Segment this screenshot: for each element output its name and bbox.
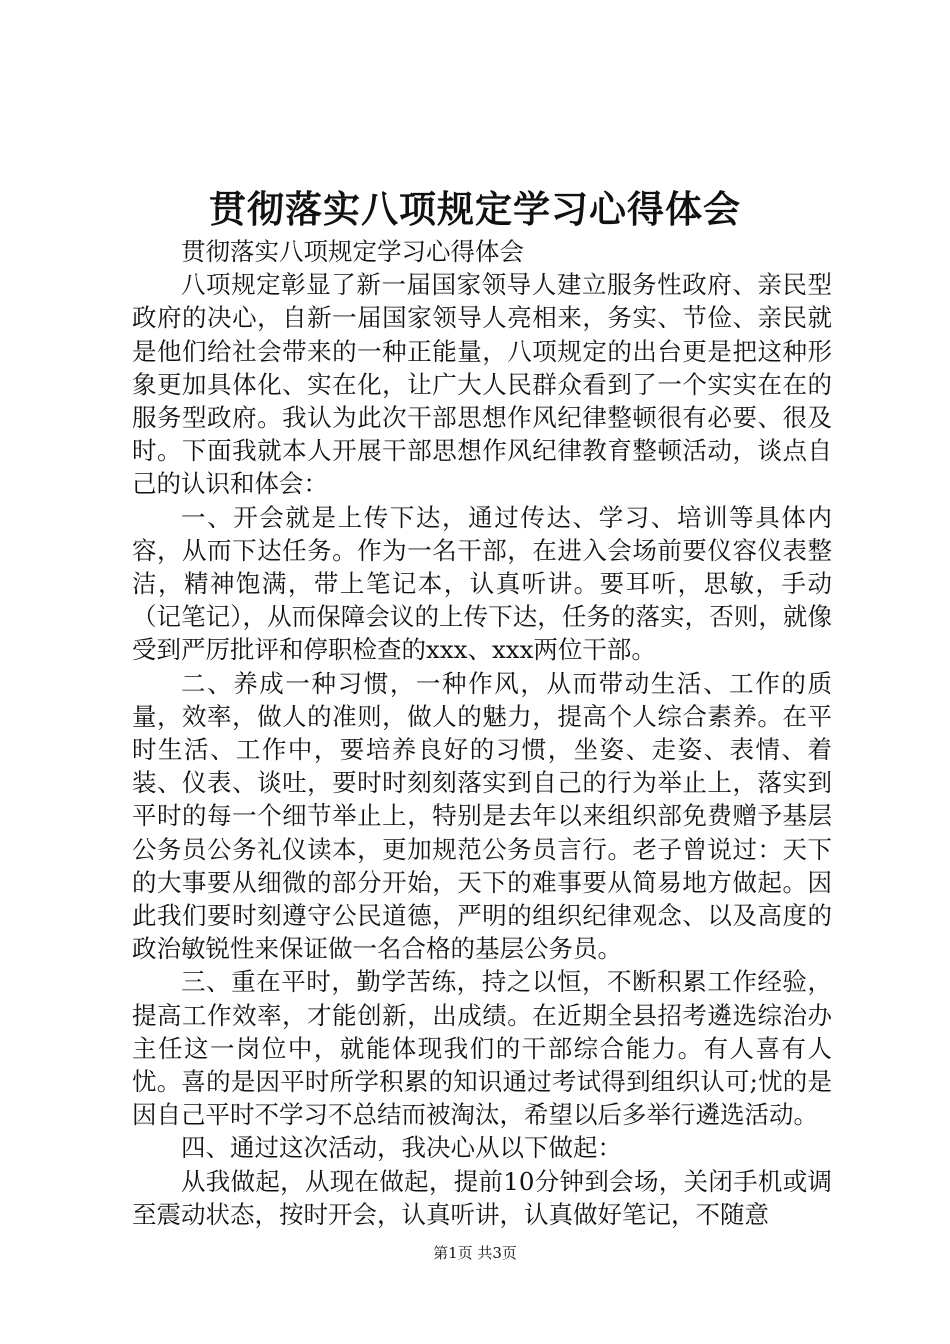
page-number-footer: 第1页 共3页 <box>433 1244 517 1262</box>
document-title: 贯彻落实八项规定学习心得体会 <box>209 187 741 231</box>
paragraph-point-2: 二、养成一种习惯，一种作风，从而带动生活、工作的质量，效率，做人的准则，做人的魅力，提高个人综合素养。在平时生活、工作中，要培养良好的习惯，坐姿、走姿、表情、着装、仪表、谈吐，要时时刻刻落实到自己的行为举止上，落实到平时的每一个细节举止上，特别是去年以来组织部免费赠予基层公务员公务礼仪读本，更加规范公务员言行。老子曾说过：天下的大事要从细微的部分开始，天下的难事要从简易地方做起。因此我们要时刻遵守公民道德，严明的组织纪律观念、以及高度的政治敏锐性来保证做一名合格的基层公务员。 <box>132 668 832 964</box>
paragraph-resolution: 从我做起，从现在做起，提前10分钟到会场，关闭手机或调至震动状态，按时开会，认真听讲，认真做好笔记，不随意 <box>132 1166 832 1229</box>
paragraph-subtitle: 贯彻落实八项规定学习心得体会 <box>181 237 524 266</box>
paragraph-intro: 八项规定彰显了新一届国家领导人建立服务性政府、亲民型政府的决心，自新一届国家领导人亮相来，务实、节俭、亲民就是他们给社会带来的一种正能量，八项规定的出台更是把这种形象更加具体化、实在化，让广大人民群众看到了一个实实在在的服务型政府。我认为此次干部思想作风纪律整顿很有必要、很及时。下面我就本人开展干部思想作风纪律教育整顿活动，谈点自己的认识和体会： <box>132 270 832 499</box>
paragraph-point-4: 四、通过这次活动，我决心从以下做起： <box>181 1133 622 1163</box>
paragraph-point-1: 一、开会就是上传下达，通过传达、学习、培训等具体内容，从而下达任务。作为一名干部，在进入会场前要仪容仪表整洁，精神饱满，带上笔记本，认真听讲。要耳听，思敏，手动（记笔记），从而保障会议的上传下达，任务的落实，否则，就像受到严厉批评和停职检查的xxx、xxx两位干部。 <box>132 502 832 665</box>
document-body <box>132 235 832 1231</box>
paragraph-point-3: 三、重在平时，勤学苦练，持之以恒，不断积累工作经验，提高工作效率，才能创新，出成绩。在近期全县招考遴选综治办主任这一岗位中，就能体现我们的干部综合能力。有人喜有人忧。喜的是因平时所学积累的知识通过考试得到组织认可;忧的是因自己平时不学习不总结而被淘汰，希望以后多举行遴选活动。 <box>132 967 832 1130</box>
